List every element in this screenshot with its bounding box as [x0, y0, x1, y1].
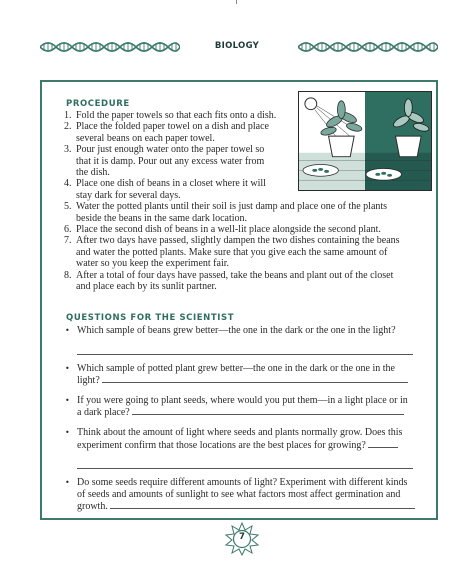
procedure-list [64, 110, 424, 293]
step-number: 7. [64, 235, 72, 247]
step-text: and water the potted plants. Make sure that you give each the same amount of [76, 246, 388, 258]
answer-line[interactable] [110, 500, 415, 509]
bullet-icon: • [65, 326, 70, 335]
step-number: 6. [64, 224, 72, 236]
step-text: After two days have passed, slightly dampen the two dishes containing the beans [76, 235, 400, 247]
procedure-step [64, 270, 424, 293]
question-text: light? [77, 375, 100, 387]
question-text: Do some seeds require different amounts of light? Experiment with different kinds [77, 477, 408, 489]
questions-list [64, 325, 424, 513]
bullet-icon: • [65, 395, 70, 405]
page-header [0, 36, 474, 60]
question-text: Which sample of potted plant grew better—the one in the dark or the one in the [77, 362, 395, 374]
step-number: 3. [64, 144, 72, 156]
answer-line[interactable] [77, 459, 413, 469]
procedure-step [64, 178, 302, 201]
step-number: 8. [64, 269, 72, 281]
question-text: Which sample of beans grew better—the one in the dark or the one in the light? [77, 325, 396, 336]
question-item [64, 477, 424, 513]
step-text: beside the beans in the same dark location. [76, 212, 248, 224]
content-panel [40, 80, 438, 520]
step-number: 1. [64, 110, 72, 121]
answer-line[interactable] [102, 374, 408, 383]
header-title: BIOLOGY [214, 41, 260, 51]
question-item [64, 395, 424, 419]
procedure-step [64, 224, 424, 235]
step-text: water so you keep the experiment fair. [76, 258, 229, 270]
procedure-step [64, 121, 302, 144]
step-text: Place the folded paper towel on a dish and place [76, 121, 269, 133]
bullet-icon: • [65, 478, 70, 488]
question-text: a dark place? [77, 407, 130, 419]
step-number: 5. [64, 201, 72, 213]
question-item [64, 325, 424, 355]
step-number: 2. [64, 121, 72, 133]
top-margin-mark [236, 0, 237, 4]
procedure-step [64, 235, 424, 269]
procedure-step [64, 110, 302, 121]
procedure-step [64, 201, 424, 224]
question-text: If you were going to plant seeds, where would you put them—in a light place or in [77, 394, 408, 406]
bullet-icon: • [65, 427, 70, 437]
step-text: Place the second dish of beans in a well-lit place alongside the second plant. [76, 224, 381, 236]
step-text: Pour just enough water onto the paper towel so [76, 144, 265, 156]
question-text: Think about the amount of light where seeds and plants normally grow. Does this [77, 426, 403, 438]
bullet-icon: • [65, 363, 70, 373]
answer-line[interactable] [77, 345, 413, 355]
step-text: stay dark for several days. [76, 189, 181, 201]
page-number: 7 [239, 532, 245, 542]
question-text: of seeds and amounts of sunlight to see what factors most affect germination and [77, 488, 401, 500]
question-text: growth. [77, 501, 108, 513]
question-item [64, 363, 424, 387]
step-text: Place one dish of beans in a closet where it will [76, 178, 266, 190]
question-text: experiment confirm that those locations are the best places for growing? [77, 439, 366, 451]
answer-line[interactable] [132, 406, 404, 415]
procedure-step [64, 144, 302, 178]
step-number: 4. [64, 178, 72, 190]
step-text: and place each by its sunlit partner. [76, 281, 217, 293]
answer-line[interactable] [368, 439, 398, 448]
step-text: After a total of four days have passed, take the beans and plant out of the closet [76, 269, 394, 281]
step-text: Water the potted plants until their soil is just damp and place one of the plants [76, 201, 388, 213]
dna-helix-right-icon [298, 39, 438, 55]
questions-heading: QUESTIONS FOR THE SCIENTIST [66, 313, 235, 323]
question-item [64, 427, 424, 469]
step-text: that it is damp. Pour out any excess water from [76, 155, 265, 167]
procedure-heading: PROCEDURE [66, 99, 130, 109]
step-text: the dish. [76, 167, 110, 179]
step-text: Fold the paper towels so that each fits onto a dish. [76, 110, 277, 121]
step-text: several beans on each paper towel. [76, 132, 215, 144]
